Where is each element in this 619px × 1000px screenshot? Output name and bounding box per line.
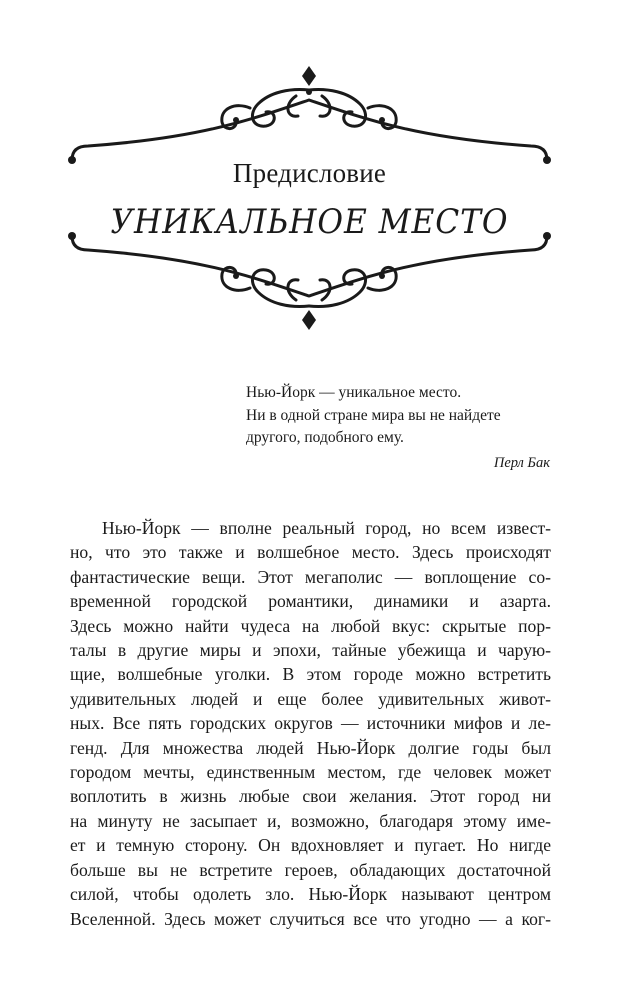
body-paragraph — [70, 516, 551, 931]
epigraph-line: Ни в одной стране мира вы не найдете — [246, 406, 501, 424]
body-line: щие, волшебные уголки. В этом городе можно встретить — [70, 664, 551, 685]
body-line: городом мечты, единственным местом, где человек может — [70, 762, 551, 783]
body-line: ет и темную сторону. Он вдохновляет и пугает. Но нигде — [70, 835, 551, 856]
epigraph-author: Перл Бак — [493, 454, 550, 471]
chapter-title: УНИКАЛЬНОЕ МЕСТО — [110, 202, 509, 242]
body-line: силой, чтобы одолеть зло. Нью-Йорк называют центром — [70, 884, 551, 905]
body-line: воплотить в жизнь любые свои желания. Этот город ни — [70, 786, 551, 807]
chapter-subtitle: Предисловие — [232, 158, 387, 188]
body-line: Здесь можно найти чудеса на любой вкус: скрытые пор- — [70, 615, 551, 636]
epigraph-line: другого, подобного ему. — [246, 429, 404, 446]
body-line: талы в другие миры и эпохи, тайные убежища и чарую- — [70, 640, 551, 661]
body-line: Вселенной. Здесь может случиться все что угодно — а ког- — [70, 908, 551, 929]
body-line: временной городской романтики, динамики и азарта. — [70, 591, 551, 612]
body-line: больше вы не встретите героев, обладающих достаточной — [70, 859, 551, 880]
body-line: на минуту не засыпает и, возможно, благодаря этому име- — [70, 810, 551, 831]
body-line: генд. Для множества людей Нью-Йорк долгие годы был — [70, 737, 551, 758]
body-line: Нью-Йорк — вполне реальный город, но всем извест- — [102, 518, 551, 538]
epigraph-line: Нью-Йорк — уникальное место. — [246, 384, 462, 401]
body-line: но, что это также и волшебное место. Здесь происходят — [70, 542, 551, 563]
body-line: фантастические вещи. Этот мегаполис — воплощение со- — [70, 566, 551, 587]
epigraph — [246, 382, 550, 474]
body-line: удивительных людей и еще более удивительных живот- — [70, 688, 551, 709]
body-line: ных. Все пять городских округов — источники мифов и ле- — [70, 713, 551, 734]
